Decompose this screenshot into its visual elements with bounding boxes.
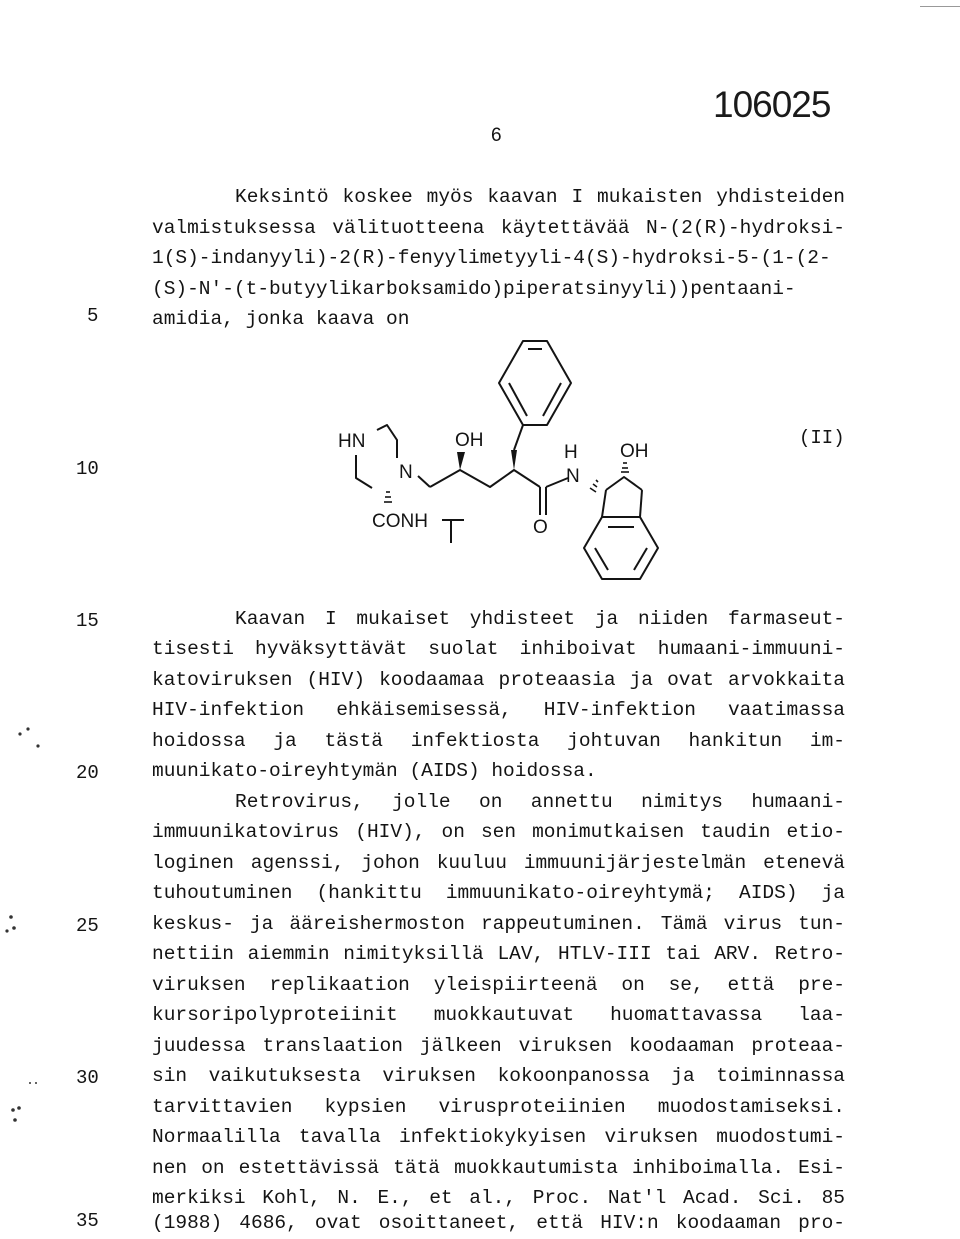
text-line: juudessa translaation jälkeen viruksen koodaaman proteaa- <box>152 1035 845 1057</box>
line-number: 5 <box>87 305 99 327</box>
atom-label: CONH <box>372 511 428 532</box>
text-line: nettiin aiemmin nimityksillä LAV, HTLV-III tai ARV. Retro- <box>152 943 845 965</box>
text-line: HIV-infektion ehkäisemisessä, HIV-infektion vaatimassa <box>152 699 845 721</box>
text-line: sin vaikutuksesta viruksen kokoonpanossa ja toiminnassa <box>152 1065 845 1087</box>
atom-label: HN <box>338 431 366 452</box>
line-number: 20 <box>76 762 99 784</box>
atom-label: H <box>564 442 578 463</box>
text-line: Normaalilla tavalla infektiokykyisen viruksen muodostumi- <box>152 1126 845 1148</box>
atom-label: N <box>566 466 580 487</box>
text-line: (S)-N'-(t-butyylikarboksamido)piperatsinyyli))pentaani- <box>152 278 796 300</box>
text-line: keskus- ja ääreishermoston rappeutuminen. Tämä virus tun- <box>152 913 845 935</box>
text-line: loginen agenssi, johon kuuluu immuunijärjestelmän etenevä <box>152 852 845 874</box>
formula-label: (II) <box>799 427 845 449</box>
text-line: nen on estettävissä tätä muokkautumista inhiboimalla. Esi- <box>152 1157 845 1179</box>
line-number: 10 <box>76 458 99 480</box>
line-number: 30 <box>76 1067 99 1089</box>
text-line: amidia, jonka kaava on <box>152 308 410 330</box>
text-line: tuhoutuminen (hankittu immuunikato-oireyhtymä; AIDS) ja <box>152 882 845 904</box>
text-line: tarvittavien kypsien virusproteiinien muodostamiseksi. <box>152 1096 845 1118</box>
atom-label: OH <box>620 441 649 462</box>
patent-number: 106025 <box>713 84 831 125</box>
atom-label: N <box>399 462 413 483</box>
scan-specks <box>0 0 60 1232</box>
text-line: merkiksi Kohl, N. E., et al., Proc. Nat'l Acad. Sci. 85 <box>152 1187 845 1209</box>
text-line: tisesti hyväksyttävät suolat inhiboivat humaani-immuuni- <box>152 638 845 660</box>
text-line: muunikato-oireyhtymän (AIDS) hoidossa. <box>152 760 597 782</box>
line-number: 35 <box>76 1210 99 1232</box>
text-line: immuunikatovirus (HIV), on sen monimutkaisen taudin etio- <box>152 821 845 843</box>
atom-label: O <box>533 517 548 538</box>
text-line: Retrovirus, jolle on annettu nimitys humaani- <box>235 791 845 813</box>
text-line: kursoripolyproteiinit muokkautuvat huomattavassa laa- <box>152 1004 845 1026</box>
text-line: Kaavan I mukaiset yhdisteet ja niiden farmaseut- <box>235 608 845 630</box>
text-line: hoidossa ja tästä infektiosta johtuvan hankitun im- <box>152 730 845 752</box>
text-line: viruksen replikaation yleispiirteenä on se, että pre- <box>152 974 845 996</box>
text-line: 1(S)-indanyyli)-2(R)-fenyylimetyyli-4(S)-hydroksi-5-(1-(2- <box>152 247 831 269</box>
text-line: katoviruksen (HIV) koodaamaa proteaasia ja ovat arvokkaita <box>152 669 845 691</box>
structural-formula <box>300 330 700 600</box>
page-number: 6 <box>491 125 502 146</box>
line-number: 25 <box>76 915 99 937</box>
line-number: 15 <box>76 610 99 632</box>
scan-edge-mark <box>920 6 960 7</box>
text-line: valmistuksessa välituotteena käytettävää N-(2(R)-hydroksi- <box>152 217 845 239</box>
atom-label: OH <box>455 430 484 451</box>
text-line: Keksintö koskee myös kaavan I mukaisten yhdisteiden <box>235 186 845 208</box>
text-line: (1988) 4686, ovat osoittaneet, että HIV:n koodaaman pro- <box>152 1212 845 1234</box>
